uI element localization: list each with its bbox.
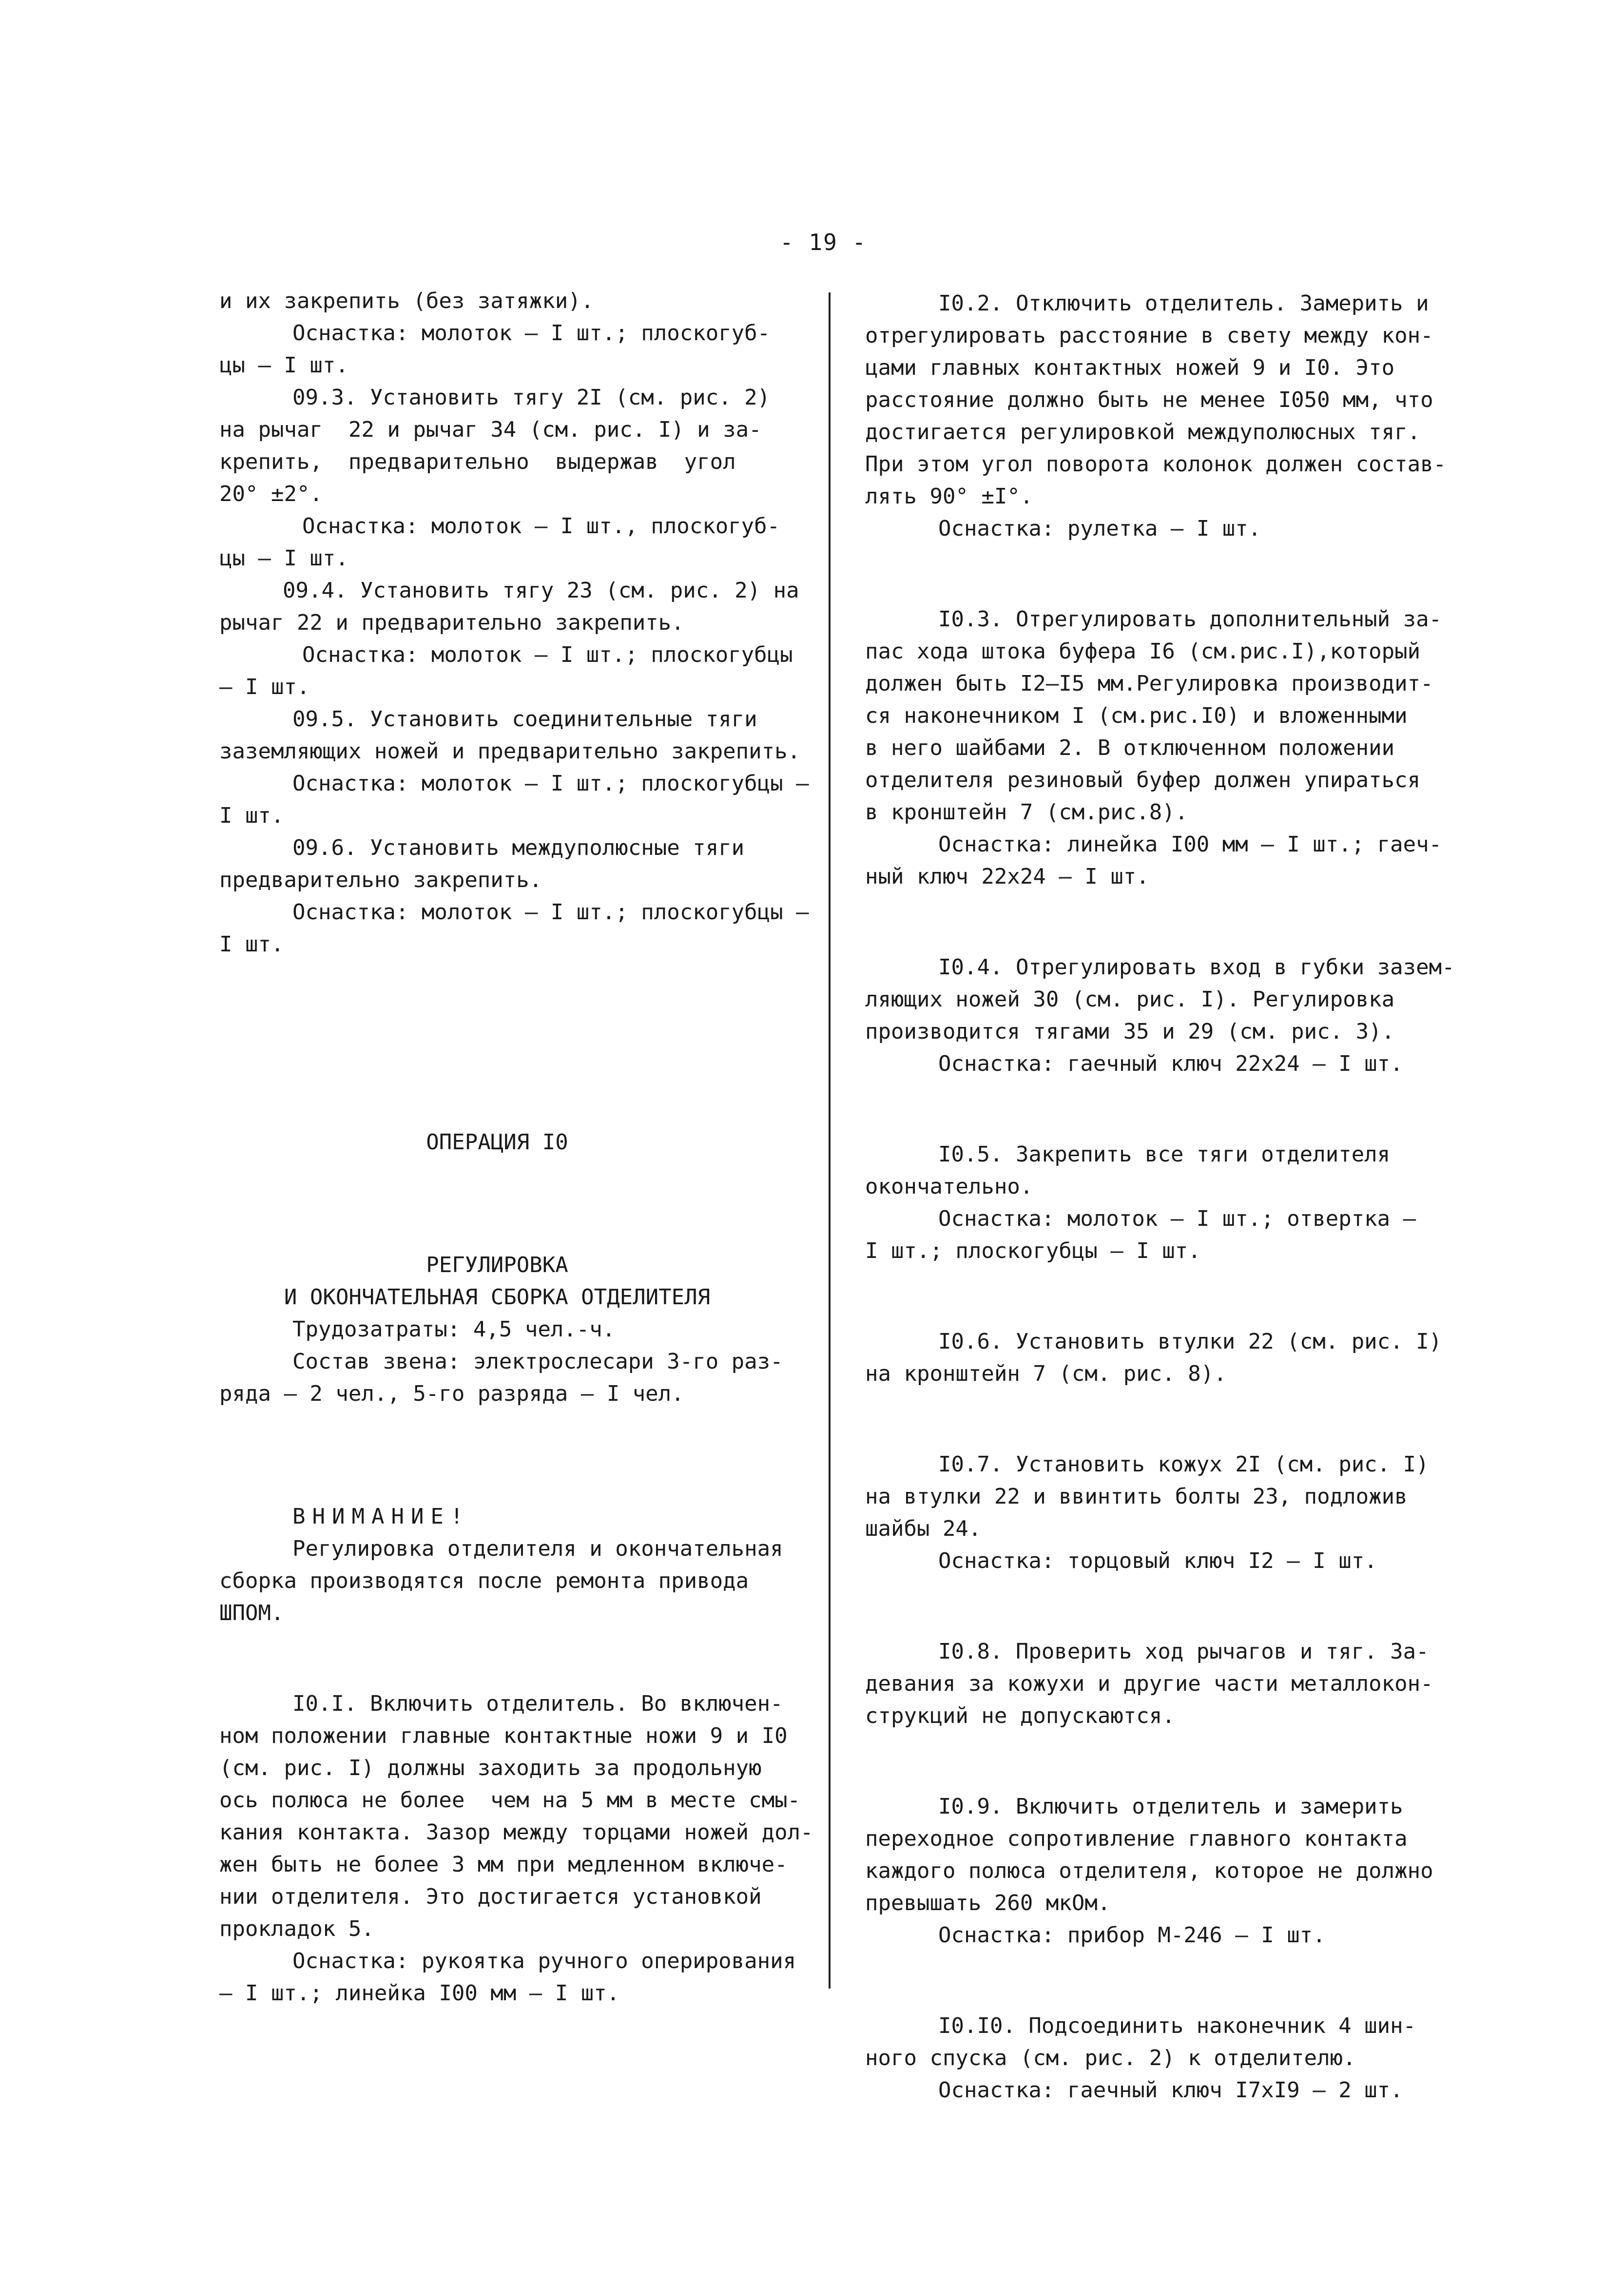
text-line: жен быть не более 3 мм при медленном включе-: [219, 1852, 788, 1877]
text-line: 09.6. Установить междуполюсные тяги: [292, 835, 745, 860]
text-line: I0.I. Включить отделитель. Во включен-: [292, 1691, 783, 1716]
text-line: отделителя резиновый буфер должен упираться: [865, 768, 1421, 793]
text-line: I0.9. Включить отделитель и замерить: [938, 1794, 1403, 1819]
crew-line: Состав звена: электрослесари 3-го раз-: [292, 1349, 783, 1374]
section-heading: РЕГУЛИРОВКА: [426, 1253, 568, 1277]
text-line: ляющих ножей 30 (см. рис. I). Регулировка: [865, 987, 1395, 1012]
text-line: Оснастка: молоток – I шт.; отвертка –: [938, 1206, 1416, 1231]
left-column: [219, 285, 813, 2010]
text-line: на втулки 22 и ввинтить болты 23, подложив: [865, 1484, 1408, 1509]
text-line: – I шт.; линейка I00 мм – I шт.: [219, 1981, 620, 2006]
text-line: струкций не допускаются.: [865, 1703, 1175, 1728]
text-line: – I шт.: [219, 675, 310, 699]
text-line: I0.6. Установить втулки 22 (см. рис. I): [938, 1329, 1442, 1354]
text-line: Оснастка: молоток – I шт.; плоскогубцы –: [292, 771, 809, 796]
text-line: на рычаг 22 и рычаг 34 (см. рис. I) и за-: [219, 417, 762, 442]
text-line: на кронштейн 7 (см. рис. 8).: [865, 1361, 1227, 1386]
text-line: I0.5. Закрепить все тяги отделителя: [938, 1142, 1391, 1167]
right-column: [865, 288, 1455, 2107]
text-line: Оснастка: гаечный ключ I7хI9 – 2 шт.: [938, 2078, 1403, 2103]
text-line: цы – I шт.: [219, 546, 348, 571]
text-line: рычаг 22 и предварительно закрепить.: [219, 610, 684, 635]
text-line: переходное сопротивление главного контакта: [865, 1826, 1408, 1851]
text-line: должен быть I2–I5 мм.Регулировка производит-: [865, 671, 1433, 696]
text-line: превышать 260 мкОм.: [865, 1891, 1111, 1915]
text-line: каждого полюса отделителя, которое не должно: [865, 1858, 1433, 1883]
text-line: Оснастка: молоток – I шт.; плоскогубцы: [302, 642, 793, 667]
text-line: пас хода штока буфера I6 (см.рис.I),который: [865, 639, 1421, 664]
text-line: ного спуска (см. рис. 2) к отделителю.: [865, 2046, 1356, 2070]
text-line: 09.5. Установить соединительные тяги: [292, 707, 757, 732]
page-number: - 19 -: [780, 229, 867, 255]
text-line: цами главных контактных ножей 9 и I0. Это: [865, 355, 1395, 380]
text-line: в него шайбами 2. В отключенном положении: [865, 735, 1395, 760]
text-line: ось полюса не более чем на 5 мм в месте смы-: [219, 1788, 801, 1813]
text-line: производится тягами 35 и 29 (см. рис. 3).: [865, 1019, 1395, 1044]
text-line: При этом угол поворота колонок должен состав-: [865, 452, 1447, 477]
text-line: 09.4. Установить тягу 23 (см. рис. 2) на: [283, 578, 799, 603]
text-line: Оснастка: молоток – I шт., плоскогуб-: [302, 514, 780, 539]
column-divider: [829, 292, 831, 1989]
text-line: девания за кожухи и другие части металлокон-: [865, 1671, 1433, 1696]
attention-heading: ВНИМАНИЕ!: [292, 1504, 470, 1529]
text-line: Оснастка: рулетка – I шт.: [938, 516, 1261, 541]
text-line: Оснастка: гаечный ключ 22х24 – I шт.: [938, 1051, 1403, 1076]
text-line: и их закрепить (без затяжки).: [219, 289, 594, 313]
text-line: (см. рис. I) должны заходить за продольную: [219, 1756, 762, 1780]
text-line: I0.7. Установить кожух 2I (см. рис. I): [938, 1452, 1429, 1477]
text-line: крепить, предварительно выдержав угол: [219, 449, 736, 474]
text-line: I0.2. Отключить отделитель. Замерить и: [938, 291, 1429, 316]
text-line: ный ключ 22х24 – I шт.: [865, 864, 1149, 889]
text-line: ном положении главные контактные ножи 9 и I0: [219, 1723, 788, 1748]
text-line: сборка производятся после ремонта привода: [219, 1568, 749, 1593]
text-line: ШПОМ.: [219, 1601, 284, 1625]
text-line: расстояние должно быть не менее I050 мм, что: [865, 387, 1433, 412]
text-line: нии отделителя. Это достигается установкой: [219, 1884, 762, 1909]
text-line: Оснастка: молоток – I шт.; плоскогубцы –: [292, 900, 809, 925]
text-line: 09.3. Установить тягу 2I (см. рис. 2): [292, 385, 771, 410]
text-line: отрегулировать расстояние в свету между кон-: [865, 323, 1433, 348]
text-line: кания контакта. Зазор между торцами ножей дол-: [219, 1820, 813, 1845]
text-line: Оснастка: торцовый ключ I2 – I шт.: [938, 1548, 1377, 1573]
text-line: лять 90° ±I°.: [865, 484, 1033, 509]
text-line: I0.I0. Подсоединить наконечник 4 шин-: [938, 2013, 1416, 2038]
text-line: Оснастка: молоток – I шт.; плоскогуб-: [292, 321, 771, 346]
text-line: Оснастка: линейка I00 мм – I шт.; гаеч-: [938, 832, 1442, 857]
text-line: I шт.: [219, 803, 284, 828]
text-line: I шт.; плоскогубцы – I шт.: [865, 1238, 1201, 1263]
labor-cost: Трудозатраты: 4,5 чел.-ч.: [292, 1317, 616, 1342]
text-line: достигается регулировкой междуполюсных тяг.: [865, 420, 1421, 445]
text-line: Регулировка отделителя и окончательная: [292, 1536, 783, 1561]
text-line: I0.8. Проверить ход рычагов и тяг. За-: [938, 1639, 1429, 1664]
text-line: 20° ±2°.: [219, 482, 323, 506]
section-heading: И ОКОНЧАТЕЛЬНАЯ СБОРКА ОТДЕЛИТЕЛЯ: [284, 1285, 711, 1310]
text-line: I шт.: [219, 932, 284, 957]
text-line: в кронштейн 7 (см.рис.8).: [865, 800, 1188, 825]
text-line: предварительно закрепить.: [219, 868, 542, 892]
text-line: I0.3. Отрегулировать дополнительный за-: [938, 607, 1442, 632]
text-line: I0.4. Отрегулировать вход в губки зазем-: [938, 955, 1455, 980]
text-line: заземляющих ножей и предварительно закрепить.: [219, 739, 801, 764]
text-line: шайбы 24.: [865, 1516, 982, 1541]
text-line: Оснастка: рукоятка ручного оперирования: [292, 1949, 796, 1973]
text-line: Оснастка: прибор М-246 – I шт.: [938, 1923, 1326, 1948]
text-line: ся наконечником I (см.рис.I0) и вложенными: [865, 703, 1408, 728]
text-line: прокладок 5.: [219, 1916, 374, 1941]
crew-line: ряда – 2 чел., 5-го разряда – I чел.: [219, 1381, 684, 1406]
operation-title: ОПЕРАЦИЯ I0: [426, 1130, 568, 1155]
text-line: цы – I шт.: [219, 353, 348, 378]
text-line: окончательно.: [865, 1174, 1033, 1199]
